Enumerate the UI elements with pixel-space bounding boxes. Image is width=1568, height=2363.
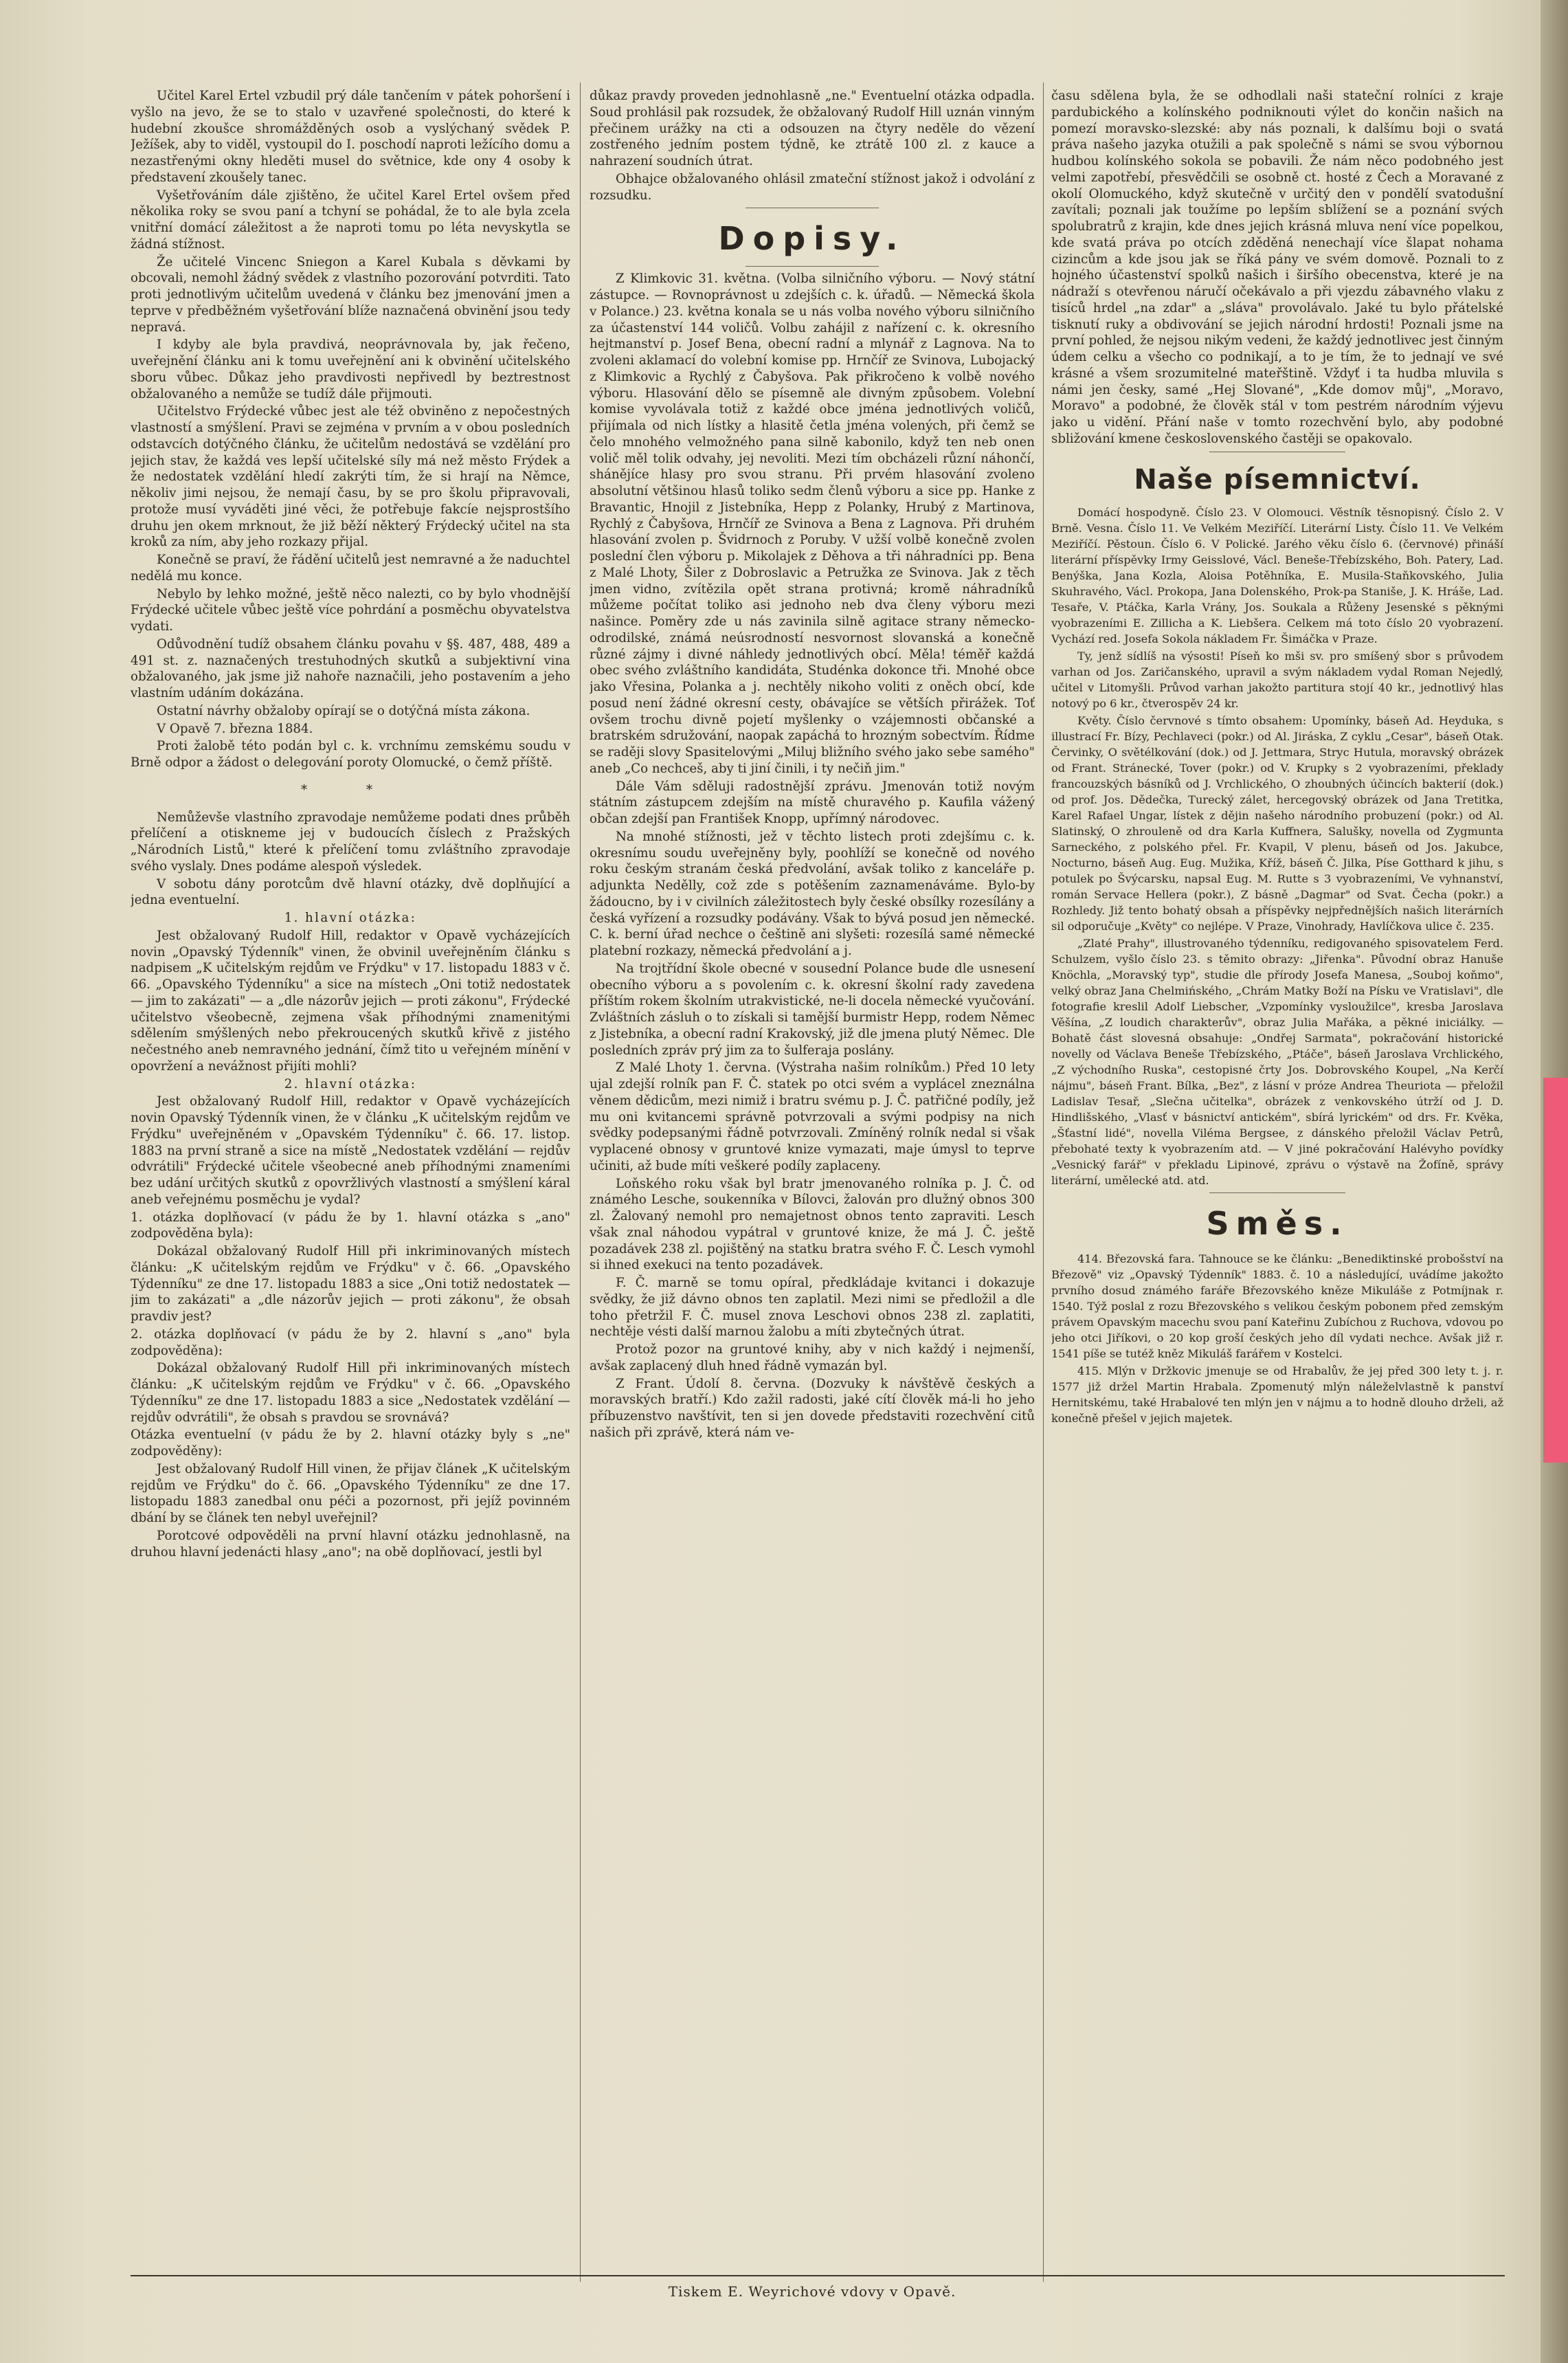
column-1 xyxy=(131,88,570,2274)
column-rule xyxy=(1043,82,1044,2282)
paragraph: Učitel Karel Ertel vzbudil prý dále tančením v pátek pohoršení i vyšlo na jevo, že se to stalo v uzavřené společnosti, do které k hudební zkoušce shromážděných osob a vyslýchaný svědek P. Ježíšek, aby to viděl, vystoupil do I. poschodí naproti ležícího domu a nezastřenými okny hleděti musel do světnice, kde ony 4 osoby k představení zkoušely tanec. xyxy=(131,89,570,185)
literature-entry: Domácí hospodyně. Číslo 23. V Olomouci. Věstník těsnopisný. Číslo 2. V Brně. Vesna. Číslo 11. Ve Velkém Meziříčí. Literární Listy. Číslo 11. Ve Velkém Meziříčí. Pěstoun. Číslo 6. V Polické. Jarého věku číslo 6. (červnové) přináší literární příspěvky Irmy Geisslové, Václ. Beneše-Třebízského, Boh. Patery, Lad. Benýška, Jana Kozla, Aloisa Potěhníka, E. Musila-Staňkovského, Julia Skuhravého, Václ. Prokopa, Jana Dolenského, Prok-pa Staniše, J. K. Hráše, Lad. Tesaře, V. Ptáčka, Karla Vrány, Jos. Soukala a Růženy Jesenské s pěknými vyobrazeními E. Zillicha a K. Liebšera. Celkem má toto číslo 20 vyobrazení. Vychází red. Josefa Sokola nákladem Fr. Šimáčka v Praze. xyxy=(1051,505,1503,645)
divider xyxy=(746,266,879,267)
paragraph: Odůvodnění tudíž obsahem článku povahu v §§. 487, 488, 489 a 491 st. z. naznačených trestuhodných skutků a subjektivní vina obžalovaného, jak jsme již nahoře naznačili, jeho postavením a jeho vlastním udáním dokázána. xyxy=(131,636,570,700)
paragraph: Porotcové odpověděli na první hlavní otázku jednohlasně, na druhou hlavní jedenácti hlasy „ano"; na obě doplňovací, jestli byl xyxy=(131,1528,570,1560)
paragraph: Že učitelé Vincenc Sniegon a Karel Kubala s děvkami by obcovali, nemohl žádný svědek z vlastního pozorování potvrditi. Tato proti jednotlivým učitelům uvedená v článku bez jmenování jmen a teprve v předběžném vyšetřování blíže naznačená obvinění jsou tedy nepravá. xyxy=(131,254,570,335)
literature-entry: „Zlaté Prahy", illustrovaného týdenníku, redigovaného spisovatelem Ferd. Schulzem, vyšlo číslo 23. s těmito obrazy: „Jiřenka". Původní obraz Hanuše Knöchla, „Moravský typ", studie dle přírody Josefa Manesa, „Souboj koňmo", velký obraz Jana Chelmińského, „Chrám Matky Boží na Písku ve Vratislavi", dle fotografie kreslil Adolf Liebscher, „Vzpomínky vysloužilce", kresba Jaroslava Věšína, „Z loudich charakterův", obraz Julia Mařáka, a pěkné iniciálky. — Bohatě část slovesná obsahuje: „Ondřej Sarmata", pokračování historické novelly od Václava Beneše Třebízského, „Ptáče", báseň Jaroslava Vrchlického, „Z východního Ruska", cestopisné črty Jos. Dobrovského Koupel, „Na Kerčí nájmu", báseň Frant. Bílka, „Bez", z lásní v próze Andrea Theuriota — přeložil Ladislav Tesař, „Slečna učitelka", obrázek z venkovského útrží od J. D. Hindlišského, „Vlasť v básnictví antickém", sbírá lyrickém" od drs. Fr. Kvěka, „Šťastní lidé", novella Viléma Bergsee, z dánského přeložil Václav Petrů, přebohaté texty k vyobrazením atd. — V jiné pokračování Halévyho povídky „Vesnický farář" v překladu Lipinové, zprávu o výstavě na Žofíně, správy literární, umělecké atd. atd. xyxy=(1051,936,1503,1187)
literature-entry: Ty, jenž sídlíš na výsosti! Píseň ko mši sv. pro smíšený sbor s průvodem varhan od Jos. Zaričanského, upravil a svým nákladem vydal Roman Nejedlý, učitel v Litomyšli. Průvod varhan jakožto partitura stojí 40 kr., jednotlivý hlas notový po 6 kr., čtverospěv 24 kr. xyxy=(1051,649,1503,710)
paragraph: Nemůževše vlastního zpravodaje nemůžeme podati dnes průběh přelíčení a otiskneme jej v budoucích číslech z Pražských „Národních Listů," které k přelíčení tomu zvláštního zpravodaje svého vyslaly. Dnes podáme alespoň výsledek. xyxy=(131,810,570,874)
paragraph: času sdělena byla, že se odhodlali naši stateční rolníci z kraje pardubického a kolínského podniknouti výlet do končin našich na pomezí moravsko-slezské: aby nás poznali, k dalšímu boji o svatá práva našeho jazyka otužili a pak společně s námi se svou výbornou hudbou kolínského sokola se pobavili. Že nám něco podobného jest velmi zapotřebí, přesvědčili se osobně ct. hosté z Čech a Moravané z okolí Olomuckého, když skutečně v určitý den v pondělí svatodušní zavítali; poznali jak toužíme po lepším sblížení se a poznání svých spolubratrů z krajin, kde dnes jejich krásná mluva není více popelkou, kde svatá práva po otcích zděděná nenechají více šlapat nohama cizincům a kde jsou jak se říká pány ve svém domově. Poznali to z hojného účastenství spolků našich i širšího obecenstva, které je na nádraží s otevřenou náručí očekávalo a při vjezdu zábavného vlaku z tisíců hrdel „na zdar" a „sláva" provolávalo. Jaké tu bylo přátelské tisknutí ruky a obdivování se jejich národní hrdosti! Poznali jsme na první pohled, že nejsou nikým vedeni, že každý jednotlivec jest činným údem celku a všecho co podnikají, a to je tím, že to jednají ve své krásné a všem srozumitelné mateřštině. Vždyť i ta hudba mluvila s námi jen česky, samé „Hej Slované", „Kde domov můj", „Moravo, Moravo" a podobné, že člověk stál v tom pestrém národním výjevu jako u vidění. Přání naše v tomto rozechvění bylo, aby podobné sbližování kmene československého častěji se opakovalo. xyxy=(1051,89,1503,446)
literature-entry: Květy. Číslo červnové s tímto obsahem: Upomínky, báseň Ad. Heyduka, s illustrací Fr. Bízy, Pechlaveci (pokr.) od Al. Jiráska, Z cyklu „Cesar", báseň Otak. Červinky, O světélkování (dok.) od J. Jettmara, Stryc Hutula, moravský obrázek od Frant. Stránecké, Tover (pokr.) od V. Krupky s 2 vyobrazeními, překlady francouzských básníků od J. Vrchlického, O zhoubných účincích bakterií (dok.) od prof. Jos. Dědečka, Turecký zálet, hercegovský obrázek od Jana Tretitka, Karel Rafael Ungar, lístek z dějin našeho národního probuzení (pokr.) od Al. Slatinský, O zhrouleně od dra Karla Kuffnera, Salušky, novella od Zygmunta Sarneckého, z polského přel. Fr. Kvapil, V plenu, báseň od Jos. Jakubce, Nocturno, báseň Aug. Eug. Mužika, Kříž, báseň Č. Jilka, Píse Gotthard k jihu, s potulek po Švýcarsku, napsal Eug. M. Rutte s 3 vyobrazeními, Ve vyhnanství, román Servace Hellera (pokr.), Z básně „Dagmar" od Svat. Čecha (pokr.) a Rozhledy. Již tento bohatý obsah a příspěvky nejpřednějších našich literárních sil odporučuje „Květy" co nejlépe. V Praze, Vinohrady, Havlíčkova ulice č. 235. xyxy=(1051,713,1503,933)
printer-imprint: Tiskem E. Weyrichové vdovy v Opavě. xyxy=(668,2283,956,2300)
paragraph: Nebylo by lehko možné, ještě něco nalezti, co by bylo vhodnější Frýdecké učitele vůbec ještě více pohrdání a posměchu obyvatelstva vydati. xyxy=(131,586,570,634)
column-3 xyxy=(1051,88,1503,2274)
letter-paragraph: Protož pozor na gruntové knihy, aby v nich každý i nejmenší, avšak zaplacený dluh hned řádně vymazán byl. xyxy=(590,1342,1035,1373)
paragraph: důkaz pravdy proveden jednohlasně „ne." Eventuelní otázka odpadla. Soud prohlásil pak rozsudek, že obžalovaný Rudolf Hill uznán vinným přečinem urážky na cti a odsouzen na čtyry neděle do vězení zostřeného jedním postem týdně, ke ztrátě 100 zl. z kauce a nahrazení soudních útrat. xyxy=(590,89,1035,168)
paragraph: I kdyby ale byla pravdivá, neoprávnovala by, jak řečeno, uveřejnění článku ani k tomu uveřejnění ani k obvinění učitelského sboru vůbec. Důkaz jeho pravdivosti nepřivedl by beztrestnost obžalovaného a nemůže se tudíž dále přijmouti. xyxy=(131,337,570,401)
paragraph: Jest obžalovaný Rudolf Hill, redaktor v Opavě vycházejících novin Opavský Týdenník vinen, že v článku „K učitelským rejdům ve Frýdku" uveřejněném v „Opavském Týdenníku" č. 66. 17. listop. 1883 na první straně a sice na místě „Nedostatek vzdělání — rejdův odvrátili" Frýdecké učitele všeobecné aneb příhodnými znameními bez udání určitých skutků z opovržlivých vlastností a smýšlení káral aneb veřejnému posměchu je vydal? xyxy=(131,1094,570,1207)
question-heading: 2. hlavní otázka: xyxy=(284,1076,417,1091)
paragraph: Dokázal obžalovaný Rudolf Hill při inkriminovaných místech článku: „K učitelským rejdům ve Frýdku" v č. 66. „Opavského Týdenníku" ze dne 17. listopadu 1883 a sice „Nedostatek vzdělání — rejdův odvrátili", že obsah s pravdou se srovnává? xyxy=(131,1361,570,1425)
question-heading: 2. otázka doplňovací (v pádu že by 2. hlavní s „ano" byla zodpověděna): xyxy=(131,1327,570,1358)
paragraph: Ostatní návrhy obžaloby opírají se o dotýčná místa zákona. xyxy=(157,703,530,718)
column-rule xyxy=(580,82,581,2282)
section-heading-nase-pisemnictvi: Naše písemnictví. xyxy=(1134,463,1421,496)
paragraph: Jest obžalovaný Rudolf Hill vinen, že přijav článek „K učitelským rejdům ve Frýdku" do č. 66. „Opavského Týdenníku" ze dne 17. listopadu 1883 zanedbal onu péči a pozornost, při jejíž povinném dbání by se článek ten nebyl uveřejnil? xyxy=(131,1461,570,1525)
letter-paragraph: Z Malé Lhoty 1. června. (Výstraha našim rolníkům.) Před 10 lety ujal zdejší rolník pan F. Č. statek po otci svém a vyplácel zneználna věnem dědicům, mezi nimiž i bratru svému p. J. Č. patřičné podíly, jež mu oni kvitancemi správně potvrzovali a svými podpisy na nich svědky podepsanými řádně potvrzovali. Zmíněný rolník nedal si však vyplacené obnosy v gruntové knize vymazati, maje úmysl to teprve učiniti, až bude míti veškeré podíly zaplaceny. xyxy=(590,1061,1035,1173)
letter-paragraph: F. Č. marně se tomu opíral, předkládaje kvitanci i dokazuje svědky, že již dávno obnos ten zaplatil. Mezi nimi se předložil a dle toho přetržil F. Č. musel znova Leschovi obnos 238 zl. zaplatiti, nechtěje vésti další marnou žalobu a míti zbytečných útrat. xyxy=(590,1276,1035,1340)
section-separator: * * xyxy=(301,782,400,797)
letter-paragraph: Z Frant. Údolí 8. června. (Dozvuky k návštěvě českých a moravských bratří.) Kdo zažil radosti, jaké cítí člověk má-li ho jeho příbuzenstvo navštívit, ten si jen dovede představiti rozechvění citů našich při zprávě, která nám ve- xyxy=(590,1376,1035,1440)
column-2 xyxy=(590,88,1035,2274)
paragraph: Proti žalobě této podán byl c. k. vrchnímu zemskému soudu v Brně odpor a žádost o delegování poroty Olomucké, o čemž příště. xyxy=(131,739,570,770)
bottom-rule xyxy=(131,2275,1505,2276)
miscellany-entry: 415. Mlýn v Držkovic jmenuje se od Hrabalův, že jej před 300 lety t. j. r. 1577 již držel Martin Hrabala. Zpomenutý mlýn náleželvlastně k panství Hernitskému, také Hrabalové ten mlýn jen v nájmu a to hodně dlouho drželi, až konečně přešel v jejich majetek. xyxy=(1051,1364,1503,1425)
section-heading-smes: Směs. xyxy=(1206,1204,1349,1242)
question-heading: 1. otázka doplňovací (v pádu že by 1. hlavní otázka s „ano" zodpověděna byla): xyxy=(131,1210,570,1241)
letter-paragraph: Na trojtřídní škole obecné v sousední Polance bude dle usnesení obecního výboru a s povolením c. k. okresní školní rady zavedena příštím rokem školním utrakvistické, ne-li docela německé vyučování. Zvláštních zásluh o to získali si tamější burmistr Hepp, rodem Němec z Jistebníka, a obecní radní Krakovský, již dle jmena plutý Němec. Dle posledních zpráv prý jim za to šulferaja poslány. xyxy=(590,961,1035,1058)
letter-paragraph: Z Klimkovic 31. května. (Volba silničního výboru. — Nový státní zástupce. — Rovnoprávnost u zdejších c. k. úřadů. — Německá škola v Polance.) 23. května konala se u nás volba nového výboru silničního za účastenství 144 voličů. Volbu zahájil z nařízení c. k. okresního hejtmanství p. Josef Bena, obecní radní a mlynář z Lagnova. Na to zvoleni aklamací do volební komise pp. Hrnčíř ze Svinova, Lubojacký z Klimkovic a Rychlý z Čabyšova. Pak přikročeno k volbě nového výboru. Hlasování dělo se písemně ale divným způsobem. Volební komise vyvolávala totiž z každé obce jména jednotlivých voličů, přijímala od nich lístky a hlasitě četla jména volených, při čemž se čelo mnohého velmožného pana silně kabonilo, když ten neb onen volič měl tolik odvahy, jej nevoliti. Mezi tím obcházeli různí náhončí, shánějíce hlasy pro svou stranu. Při prvém hlasování zvoleno absolutní většinou hlasů toliko sedm členů výboru a sice pp. Hanke z Bravantic, Hnojil z Jistebníka, Hepp z Polanky, Hrubý z Martinova, Rychlý z Čabyšova, Hrnčíř ze Svinova a Bena z Lagnova. Při druhém hlasování zvolen p. Švidrnoch z Poruby. V užší volbě konečně zvolen poslední člen výboru p. Mikolajek z Děhova a tři náhradníci pp. Bena z Malé Lhoty, Šiler z Dobroslavic a Petružka ze Svinova. Jak z těch jmen vidno, zvítězila opět strana protivná; kromě náhradníků můžeme počítat toliko asi jednoho neb dva členy výboru mezi našince. Poměry zde u nás zavinila silně agitace strany německo-odrodilské, známá neúsrodností nesvornost slovanská a konečně různé zájmy i divné náhledy jednotlivých obcí. Měla! téměř každá obec svého zvláštního kandidáta, Studénka dokonce tři. Mnohé obce jako Vřesina, Polanka a j. nechtěly nikoho voliti z oněch obcí, kde posud není žádné okresní cesty, obávajíce se větších přirážek. Toť ovšem trochu divně pojetí myšlenky o vzájemnosti občanské a bratrském sdružování, naopak zapáchá to hrozným sobectvím. Řídme se raději slovy Spasitelovými „Miluj bližního svého jako sebe samého" aneb „Co nechceš, aby ti jiní činili, i ty nečiň jim." xyxy=(590,271,1035,776)
miscellany-entry: 414. Březovská fara. Tahnouce se ke článku: „Benediktinské probošství na Březově" viz „Opavský Týdenník" 1883. č. 10 a následující, uvádíme jakožto prvního dosud známého faráře Březovského kněze Mikuláše z Potmíjnak r. 1540. Týž poslal z rozu Březovského s velikou českým pobonem před zemským právem Opavským macechu svou paní Kateřinu Zubíchou z Ruchova, vdovou po jeho otci Jiříkovi, o 20 kop groší českých jeho díl vydati nechce. Avšak již r. 1541 píše se tutéž kněz Mikuláš farářem v Kostelci. xyxy=(1051,1252,1503,1360)
paragraph: Konečně se praví, že řádění učitelů jest nemravné a že naduchtel nedělá mu konce. xyxy=(131,553,570,584)
question-heading: Otázka eventuelní (v pádu že by 2. hlavní otázky byly s „ne" zodpověděny): xyxy=(131,1428,570,1458)
paragraph: Obhajce obžalovaného ohlásil zmateční stížnost jakož i odvolání z rozsudku. xyxy=(590,171,1035,203)
red-bookmark-tab xyxy=(1543,1078,1568,1463)
paragraph: Jest obžalovaný Rudolf Hill, redaktor v Opavě vycházejících novin „Opavský Týdenník" vinen, že obvinil uveřejněním článku s nadpisem „K učitelským rejdům ve Frýdku" v 17. listopadu 1883 v č. 66. „Opavského Týdenníku" a sice na místech „Oni totiž nedostatek — jim to zakázati" — a „dle názorův jejich — proti zákonu", Frýdecké učitelstvo všeobecně, zejmena však příhodnými znamenitými sdělením smýšlených nebo překroucených skutků křivě z jistého nečestného aneb nemravného jednání, čímž tito u veřejném mínění v opovržení a nevážnost přijíti mohli? xyxy=(131,928,570,1074)
question-heading: 1. hlavní otázka: xyxy=(284,911,417,925)
divider xyxy=(1209,1192,1345,1193)
letter-paragraph: Loňského roku však byl bratr jmenovaného rolníka p. J. Č. od známého Lesche, soukenníka v Bílovci, žalován pro dlužný obnos 300 zl. Žalovaný nemohl pro nemajetnost obnos tento zapraviti. Lesch však znal náhodou vypátral v gruntové knize, že má J. Č. ještě pozadávek 238 zl. pojištěný na statku bratra svého F. Č. Lesch vymohl si ihned exekuci na tento pozadávek. xyxy=(590,1176,1035,1273)
paragraph: Vyšetřováním dále zjištěno, že učitel Karel Ertel ovšem před několika roky se svou paní a tchyní se pohádal, že to ale byla zcela vnitřní domácí záležitost a že naproti tomu po léta nevyskytla se žádná stížnost. xyxy=(131,188,570,252)
paragraph: Dokázal obžalovaný Rudolf Hill při inkriminovaných místech článku: „K učitelským rejdům ve Frýdku" v č. 66. „Opavského Týdenníku" ze dne 17. listopadu 1883 a sice „Oni totiž nedostatek — jim to zakázati" a „dle názorův jejich — proti zákonu", že obsah pravdiv jest? xyxy=(131,1244,570,1324)
section-heading-dopisy: Dopisy. xyxy=(718,220,906,258)
paragraph: Učitelstvo Frýdecké vůbec jest ale též obviněno z nepočestných vlastností a smýšlení. Pravi se zejména v prvním a v obou posledních odstavcích dotýčného článku, že učitelům nedostává se vzdělání pro jejich stav, že každá ves lepší učitelské síly má než město Frýdek a že nedostatek vzdělání hledí zakrýti tím, že si hrají na Němce, několiv jimi nejsou, že nemají času, by se pro školu připravovali, protože musí vyváděti jiné věci, že potřebuje fakcíe nejsprostšího druhu jen okem mrknout, že již běží některý Frýdecký učitel na sta kroků za ním, aby jeho rozkazy přijal. xyxy=(131,404,570,550)
letter-paragraph: Dále Vám sděluji radostnější zprávu. Jmenován totiž novým státním zástupcem zdejším na místě churavého p. Kaufila vážený občan zdejší pan František Knopp, upřímný národovec. xyxy=(590,779,1035,827)
dateline: V Opavě 7. března 1884. xyxy=(157,721,313,736)
paragraph: V sobotu dány porotcům dvě hlavní otázky, dvě doplňující a jedna eventuelní. xyxy=(131,876,570,908)
letter-paragraph: Na mnohé stížnosti, jež v těchto listech proti zdejšímu c. k. okresnímu soudu uveřejněny byly, poohlíží se konečně od nového roku českým stranám česká předvolání, avšak toliko z kanceláře p. adjunkta Nedělly, což zde s potěšením zaznamenáváme. Bylo-by žádoucno, by i v civilních záležitostech byly české obsílky rozesílány a česká vyřízení a rozsudky podávány. Však to bývá posud jen německé. C. k. berní úřad nechce o češtině ani slyšeti: rozesílá samé německé platební rozkazy, německá předvolání a j. xyxy=(590,829,1035,959)
